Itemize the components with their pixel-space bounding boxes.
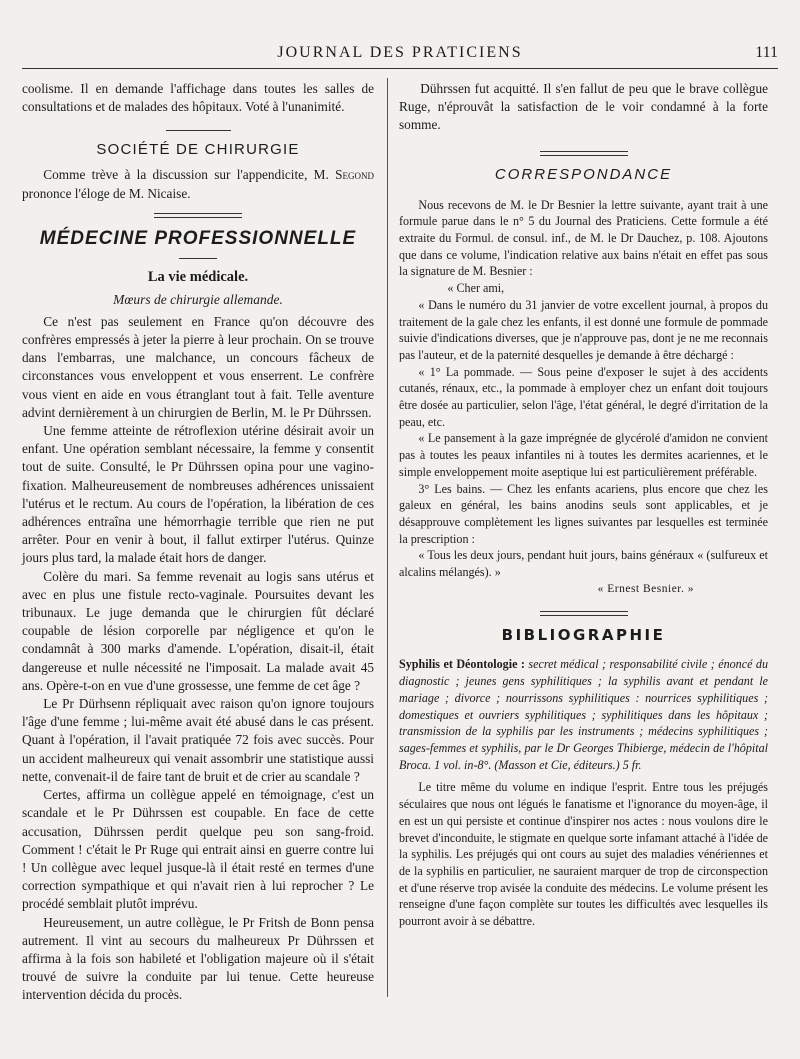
article-paragraph: Le Pr Dürhsenn répliquait avec raison qu'on ignore toujours l'âge d'une femme ; lui-même avait été abusé dans le cas présent. Quant à l'opération, il l'avait pratiquée 72 fois avec succès. Pour un accident malheureux qui venait assombrir une statistique aussi nette, convenait-il de faire tant de bruit et de crier au scandale ? [22,696,374,784]
letter-signature: « Ernest Besnier. » [597,582,694,595]
section-heading: MÉDECINE PROFESSIONNELLE [39,227,357,249]
article-paragraph: Une femme atteinte de rétroflexion utérine désirait avoir un enfant. Une opération semblant nécessaire, la femme y consentit tout de suite. Consulté, le Pr Dührssen opina pour une vagino-fixation. Malheureusement de nombreuses adhérences unissaient l'utérus et le rectum. Au cours de l'opération, la libération de ces adhérences entraîna une hémorrhagie terrible que rien ne put arrêter. Pour en venir à bout, il fallut extirper l'utérus. Quinze jours plus tard, la malade était hors de danger. [22,423,374,566]
bibliographie-heading: BIBLIOGRAPHIE [501,626,666,645]
running-title: JOURNAL DES PRATICIENS [277,44,523,61]
societe-name: Segond [335,167,374,183]
correspondance-heading: CORRESPONDANCE [494,165,673,183]
biblio-entry-text: secret médical ; responsabilité civile ; énoncé du diagnostic ; jeunes gens syphilitiques ; la syphilis avant et pendant le mariage ; divorce ; nourrissons syphilitiques : nourrices syphilitiques ; domestiques et ouvriers syphilitiques ; syphilitiques dans les hôpitaux ; transmission de la syphilis par les instruments ; médecins syphilitiques ; sages-femmes et syphilis, par le Dr Georges Thibierge, médecin de l'hôpital Broca. 1 vol. in-8°. (Masson et Cie, éditeurs.) 5 fr. [399,657,769,772]
societe-heading: SOCIÉTÉ DE CHIRURGIE [96,141,300,159]
left-column [22,80,374,1005]
letter-paragraph: 3° Les bains. — Chez les enfants acariens, plus encore que chez les galeux en général, les bains anodins seuls sont applicables, et je désapprouve complètement les lignes suivantes par lesquelles est terminée la prescription : [399,481,768,546]
double-divider [540,151,628,156]
header-rule [22,68,778,69]
correspondance-intro: Nous recevons de M. le Dr Besnier la lettre suivante, ayant trait à une formule parue dans le n° 5 du Journal des Praticiens. Cette formule a été extraite du Formul. de consul. inf., de M. le Dr Dauchez, p. 108. Ajoutons que dans ce volume, l'indication relative aux bains n'était en effet pas sous la signature de M. Besnier : [399,197,768,279]
article-rule [179,258,217,259]
continuation-paragraph: Dührssen fut acquitté. Il s'en fallut de peu que le brave collègue Ruge, n'éprouvât la satisfaction de le voir condamné à la forte somme. [399,81,768,133]
societe-text-before: Comme trève à la discussion sur l'appendicite, M. [43,167,336,183]
section-divider [166,130,231,131]
page-number: 111 [755,44,778,61]
societe-paragraph [22,166,374,202]
letter-paragraph: « Le pansement à la gaze imprégnée de glycérolé d'amidon ne convient pas à toutes les peaux infantiles ni à toutes les dermites acariennes, et le simple enveloppement moite aseptique lui est particulièrement préférable. [399,431,768,479]
article-title: La vie médicale. [147,268,249,285]
letter-salutation: « Cher ami, [447,281,505,296]
article-subtitle: Mœurs de chirurgie allemande. [113,291,283,307]
article-paragraph: Colère du mari. Sa femme revenait au logis sans utérus et avec en plus une fistule recto-vaginale. Poursuites devant les tribunaux. Le juge demanda que le chirurgien fût déclaré coupable de lésion corporelle par négligence et qu'on le condamnât à 300 marks d'amende. L'opération, disait-il, était dangereuse et nulle nécessité ne l'imposait. La malade avait 45 ans. Opère-t-on en vue d'une grossesse, une femme de cet âge ? [22,568,374,693]
running-head [22,44,778,66]
letter-paragraph: « 1° La pommade. — Sous peine d'exposer le sujet à des accidents cutanés, rénaux, etc., la pommade à employer chez un enfant doit toujours être dosée au particulier, selon l'âge, l'état général, le degré d'irritation de la peau, etc. [399,364,768,429]
letter-paragraph: « Dans le numéro du 31 janvier de votre excellent journal, à propos du traitement de la gale chez les enfants, il est donné une formule de pommade suivie d'indications diverses, que je n'approuve pas, dont je ne me reconnais pas l'auteur, et de la paternité desquelles je demande à être déchargé : [399,297,768,362]
double-divider [154,213,242,218]
letter-paragraph: « Tous les deux jours, pendant huit jours, bains généraux « (sulfureux et alcalins mélangés). » [399,548,768,580]
biblio-review: Le titre même du volume en indique l'esprit. Entre tous les préjugés séculaires que nous ont légués le fanatisme et l'ignorance du moyen-âge, il en est un qui persiste et continue d'inspirer nos actes : nous voulons dire le brevet d'inconduite, le stigmate en quelque sorte infamant attaché à l'idée de la syphilis. Les préjugés qui ont cours au sujet des maladies vénériennes et de la syphilis en particulier, ne sauraient marquer de trop de circonspection et d'une réserve trop avisée la conduite des médecins. Le volume présent les renseigne d'une façon complète sur toutes les difficultés avec lesquelles ils pourront avoir à se débattre. [399,780,768,929]
intro-paragraph: coolisme. Il en demande l'affichage dans toutes les salles de consultations et de malades des hôpitaux. Voté à l'unanimité. [22,81,374,115]
article-paragraph: Ce n'est pas seulement en France qu'on découvre des confrères empressés à jeter la pierre à leur prochain. On se trouve dans l'embarras, une malchance, un concours fâcheux de circonstances vous enveloppent et vous enserrent. Le confrère vous vient en aide en vous étranglant tout à fait. Telle aventure advint dernièrement à un chirurgien de Berlin, M. le Pr Dührssen. [22,313,374,420]
article-paragraph: Heureusement, un autre collègue, le Pr Fritsh de Bonn pensa autrement. Il vint au secours du malheureux Pr Dührssen et affirma à la fois son habileté et l'obligation majeure où il s'était trouvé de suivre la conduite par lui tenue. Cette heureuse intervention décida du procès. [22,914,374,1003]
biblio-entry [399,656,768,773]
biblio-entry-title: Syphilis et Déontologie : [399,657,525,672]
right-column [387,80,768,930]
societe-text-after: prononce l'éloge de M. Nicaise. [22,185,191,201]
double-divider [540,611,628,616]
article-paragraph: Certes, affirma un collègue appelé en témoignage, c'est un scandale et le Pr Dührssen est coupable. En face de cette accusation, Dührssen perdit quelque peu son sang-froid. Comment ! c'était le Pr Ruge qui entrait ainsi en guerre contre lui ! Un collègue avec lequel jusque-là il était resté en termes d'une correction sympathique et qui n'avait rien à lui reprocher ? Le procédé semblait plutôt imprévu. [22,787,374,912]
